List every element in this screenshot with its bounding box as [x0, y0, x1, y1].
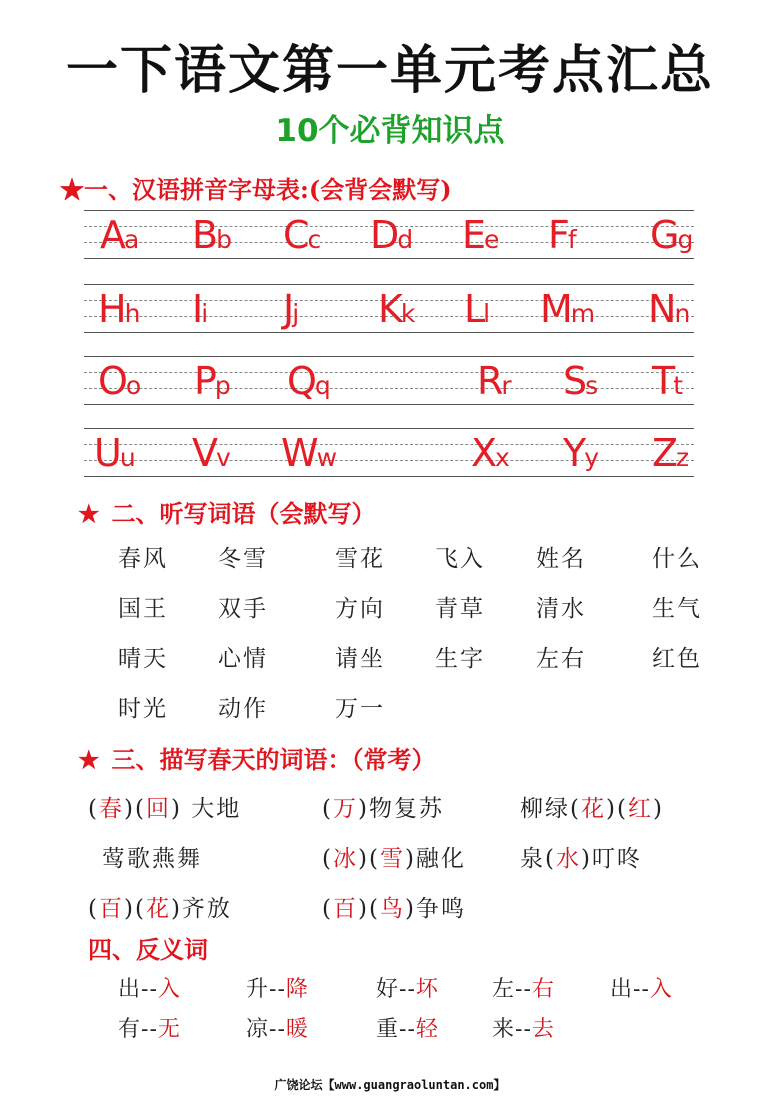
lowercase-letter: i: [201, 299, 209, 328]
antonym-answer: 无: [157, 1017, 181, 1042]
antonym-pair: [492, 1012, 555, 1043]
dictation-word: 冬雪: [218, 546, 268, 572]
uppercase-letter: Z: [652, 431, 677, 475]
uppercase-letter: K: [378, 287, 401, 331]
phrase-text: )(: [123, 796, 146, 822]
lowercase-letter: p: [214, 371, 231, 400]
uppercase-letter: F: [548, 213, 568, 257]
answer-char: 回: [145, 796, 171, 822]
answer-char: 冰: [332, 846, 358, 872]
antonym-separator: --: [515, 1017, 532, 1042]
lowercase-letter: h: [124, 299, 141, 328]
letter-pair-j: [283, 287, 300, 331]
antonym-answer: 坏: [415, 977, 439, 1002]
writing-line: [84, 356, 694, 357]
phrase-text: )(: [357, 846, 380, 872]
antonym-word: 有: [118, 1017, 142, 1042]
lowercase-letter: v: [216, 443, 231, 472]
writing-line: [84, 388, 694, 389]
antonym-word: 凉: [246, 1017, 270, 1042]
lowercase-letter: n: [674, 299, 691, 328]
letter-pair-l: [464, 287, 491, 331]
phrase-text: )争鸣: [404, 896, 466, 922]
antonym-word: 重: [376, 1017, 400, 1042]
phrase-text: )(: [357, 896, 380, 922]
spring-phrase: [88, 790, 241, 823]
antonym-separator: --: [399, 1017, 416, 1042]
letter-pair-t: [652, 359, 684, 403]
antonym-answer: 降: [285, 977, 309, 1002]
answer-char: 鸟: [379, 896, 405, 922]
page-title: 一下语文第一单元考点汇总: [65, 41, 714, 101]
writing-line: [84, 444, 694, 445]
uppercase-letter: V: [192, 431, 216, 475]
uppercase-letter: J: [283, 287, 293, 331]
lowercase-letter: g: [677, 225, 694, 254]
uppercase-letter: I: [192, 287, 202, 331]
dictation-word: 万一: [335, 696, 385, 722]
writing-line: [84, 460, 694, 461]
letter-pair-x: [471, 431, 510, 475]
antonym-word: 好: [376, 977, 400, 1002]
antonym-answer: 暖: [285, 1017, 309, 1042]
dictation-word: 动作: [218, 696, 268, 722]
antonym-separator: --: [141, 1017, 158, 1042]
uppercase-letter: R: [477, 359, 502, 403]
uppercase-letter: Y: [563, 431, 585, 475]
answer-char: 花: [580, 796, 606, 822]
page-subtitle: 10个必背知识点: [275, 113, 505, 149]
letter-pair-e: [462, 213, 500, 257]
letter-pair-f: [548, 213, 577, 257]
lowercase-letter: x: [495, 443, 510, 472]
dictation-word: 心情: [218, 646, 268, 672]
writing-line: [84, 476, 694, 477]
dictation-word: 晴天: [118, 646, 168, 672]
uppercase-letter: P: [194, 359, 215, 403]
uppercase-letter: O: [98, 359, 126, 403]
uppercase-letter: D: [370, 213, 398, 257]
section1-title: 一、汉语拼音字母表:(会背会默写): [84, 175, 452, 204]
lowercase-letter: t: [673, 371, 684, 400]
phrase-text: )齐放: [170, 896, 232, 922]
antonym-word: 出: [610, 977, 634, 1002]
uppercase-letter: A: [100, 213, 124, 257]
lowercase-letter: y: [584, 443, 600, 472]
dictation-word: 请坐: [335, 646, 385, 672]
letter-pair-q: [287, 359, 331, 403]
dictation-word: 飞入: [435, 546, 485, 572]
letter-pair-c: [283, 213, 322, 257]
section3-heading: [78, 740, 436, 775]
lowercase-letter: u: [119, 443, 136, 472]
antonym-answer: 右: [531, 977, 555, 1002]
dictation-word: 左右: [536, 646, 586, 672]
phrase-text: )(: [605, 796, 628, 822]
lowercase-letter: k: [400, 299, 416, 328]
antonym-separator: --: [633, 977, 650, 1002]
letter-pair-w: [281, 431, 338, 475]
phrase-text: 泉(: [520, 846, 556, 872]
antonym-separator: --: [141, 977, 158, 1002]
answer-char: 雪: [379, 846, 405, 872]
dictation-word: 什么: [652, 546, 702, 572]
lowercase-letter: d: [397, 225, 414, 254]
writing-line: [84, 284, 694, 285]
antonym-word: 升: [246, 977, 270, 1002]
lowercase-letter: m: [570, 299, 596, 328]
lowercase-letter: c: [307, 225, 322, 254]
writing-line: [84, 372, 694, 373]
letter-pair-r: [477, 359, 512, 403]
lowercase-letter: o: [125, 371, 142, 400]
phrase-text: ) 大地: [170, 796, 242, 822]
uppercase-letter: G: [650, 213, 678, 257]
section2-heading: [78, 494, 376, 529]
answer-char: 春: [98, 796, 124, 822]
writing-line: [84, 404, 694, 405]
antonym-pair: [492, 972, 555, 1003]
phrase-text: )叮咚: [580, 846, 642, 872]
dictation-word: 清水: [536, 596, 586, 622]
uppercase-letter: L: [464, 287, 484, 331]
letter-pair-u: [94, 431, 136, 475]
letter-pair-h: [98, 287, 141, 331]
writing-line: [84, 332, 694, 333]
dictation-word: 春风: [118, 546, 168, 572]
star-icon: ★: [78, 499, 100, 528]
letter-pair-n: [648, 287, 691, 331]
antonym-answer: 去: [531, 1017, 555, 1042]
lowercase-letter: a: [124, 225, 140, 254]
footer-source: 广饶论坛【www.guangraoluntan.com】: [274, 1078, 506, 1092]
uppercase-letter: S: [563, 359, 586, 403]
spring-phrase: [322, 840, 466, 873]
uppercase-letter: T: [652, 359, 674, 403]
answer-char: 花: [145, 896, 171, 922]
uppercase-letter: W: [281, 431, 317, 475]
antonym-separator: --: [515, 977, 532, 1002]
lowercase-letter: l: [483, 299, 491, 328]
letter-pair-s: [563, 359, 599, 403]
phrase-text: (: [322, 846, 333, 872]
spring-phrase: [322, 790, 444, 823]
antonym-pair: [246, 1012, 309, 1043]
lowercase-letter: w: [316, 443, 338, 472]
lowercase-letter: f: [567, 225, 577, 254]
phrase-text: ): [652, 796, 664, 822]
phrase-text: (: [322, 896, 333, 922]
dictation-word: 方向: [335, 596, 385, 622]
spring-phrase: [520, 840, 642, 873]
lowercase-letter: e: [484, 225, 500, 254]
lowercase-letter: j: [292, 299, 300, 328]
antonym-pair: [610, 972, 673, 1003]
antonym-pair: [118, 972, 181, 1003]
lowercase-letter: s: [585, 371, 599, 400]
antonym-pair: [246, 972, 309, 1003]
section2-title: 二、听写词语（会默写）: [111, 499, 376, 528]
letter-pair-a: [100, 213, 140, 257]
writing-line: [84, 258, 694, 259]
antonym-word: 来: [492, 1017, 516, 1042]
spring-phrase: [88, 890, 232, 923]
uppercase-letter: M: [540, 287, 571, 331]
writing-line: [84, 428, 694, 429]
phrase-text: 莺歌燕舞: [102, 846, 202, 872]
lowercase-letter: q: [314, 371, 331, 400]
section3-title: 三、描写春天的词语：（常考）: [111, 745, 436, 774]
letter-pair-z: [652, 431, 690, 475]
dictation-word: 时光: [118, 696, 168, 722]
answer-char: 百: [98, 896, 124, 922]
letter-pair-m: [540, 287, 596, 331]
uppercase-letter: Q: [287, 359, 315, 403]
answer-char: 水: [555, 846, 581, 872]
dictation-word: 雪花: [335, 546, 385, 572]
dictation-word: 双手: [218, 596, 268, 622]
dictation-word: 红色: [652, 646, 702, 672]
writing-line: [84, 210, 694, 211]
letter-pair-b: [192, 213, 232, 257]
letter-pair-v: [192, 431, 231, 475]
phrase-text: )(: [123, 896, 146, 922]
dictation-word: 青草: [435, 596, 485, 622]
uppercase-letter: U: [94, 431, 120, 475]
letter-pair-y: [563, 431, 600, 475]
letter-pair-o: [98, 359, 142, 403]
section4-heading: 四、反义词: [88, 935, 208, 964]
dictation-word: 生字: [435, 646, 485, 672]
antonym-word: 出: [118, 977, 142, 1002]
letter-pair-d: [370, 213, 414, 257]
antonym-separator: --: [269, 977, 286, 1002]
antonym-pair: [376, 1012, 439, 1043]
uppercase-letter: H: [98, 287, 125, 331]
phrase-text: (: [88, 896, 99, 922]
answer-char: 百: [332, 896, 358, 922]
phrase-text: )物复苏: [357, 796, 444, 822]
letter-pair-i: [192, 287, 209, 331]
lowercase-letter: r: [501, 371, 512, 400]
phrase-text: (: [322, 796, 333, 822]
antonym-pair: [118, 1012, 181, 1043]
answer-char: 万: [332, 796, 358, 822]
antonym-separator: --: [399, 977, 416, 1002]
uppercase-letter: N: [648, 287, 675, 331]
dictation-word: 姓名: [536, 546, 586, 572]
antonym-separator: --: [269, 1017, 286, 1042]
answer-char: 红: [627, 796, 653, 822]
spring-phrase: [520, 790, 664, 823]
phrase-text: )融化: [404, 846, 466, 872]
antonym-pair: [376, 972, 439, 1003]
phrase-text: (: [88, 796, 99, 822]
lowercase-letter: b: [216, 225, 232, 254]
dictation-word: 生气: [652, 596, 702, 622]
section1-heading: [60, 170, 452, 205]
dictation-word: 国王: [118, 596, 168, 622]
uppercase-letter: X: [471, 431, 496, 475]
letter-pair-p: [194, 359, 231, 403]
phrase-text: 柳绿(: [520, 796, 581, 822]
uppercase-letter: E: [462, 213, 485, 257]
antonym-answer: 轻: [415, 1017, 439, 1042]
uppercase-letter: B: [192, 213, 217, 257]
star-icon: ★: [60, 175, 84, 204]
star-icon: ★: [78, 745, 100, 774]
letter-pair-g: [650, 213, 694, 257]
lowercase-letter: z: [676, 443, 690, 472]
letter-pair-k: [378, 287, 416, 331]
uppercase-letter: C: [283, 213, 308, 257]
antonym-answer: 入: [157, 977, 181, 1002]
antonym-word: 左: [492, 977, 516, 1002]
spring-phrase: [322, 890, 466, 923]
antonym-answer: 入: [649, 977, 673, 1002]
spring-phrase: [102, 840, 202, 873]
